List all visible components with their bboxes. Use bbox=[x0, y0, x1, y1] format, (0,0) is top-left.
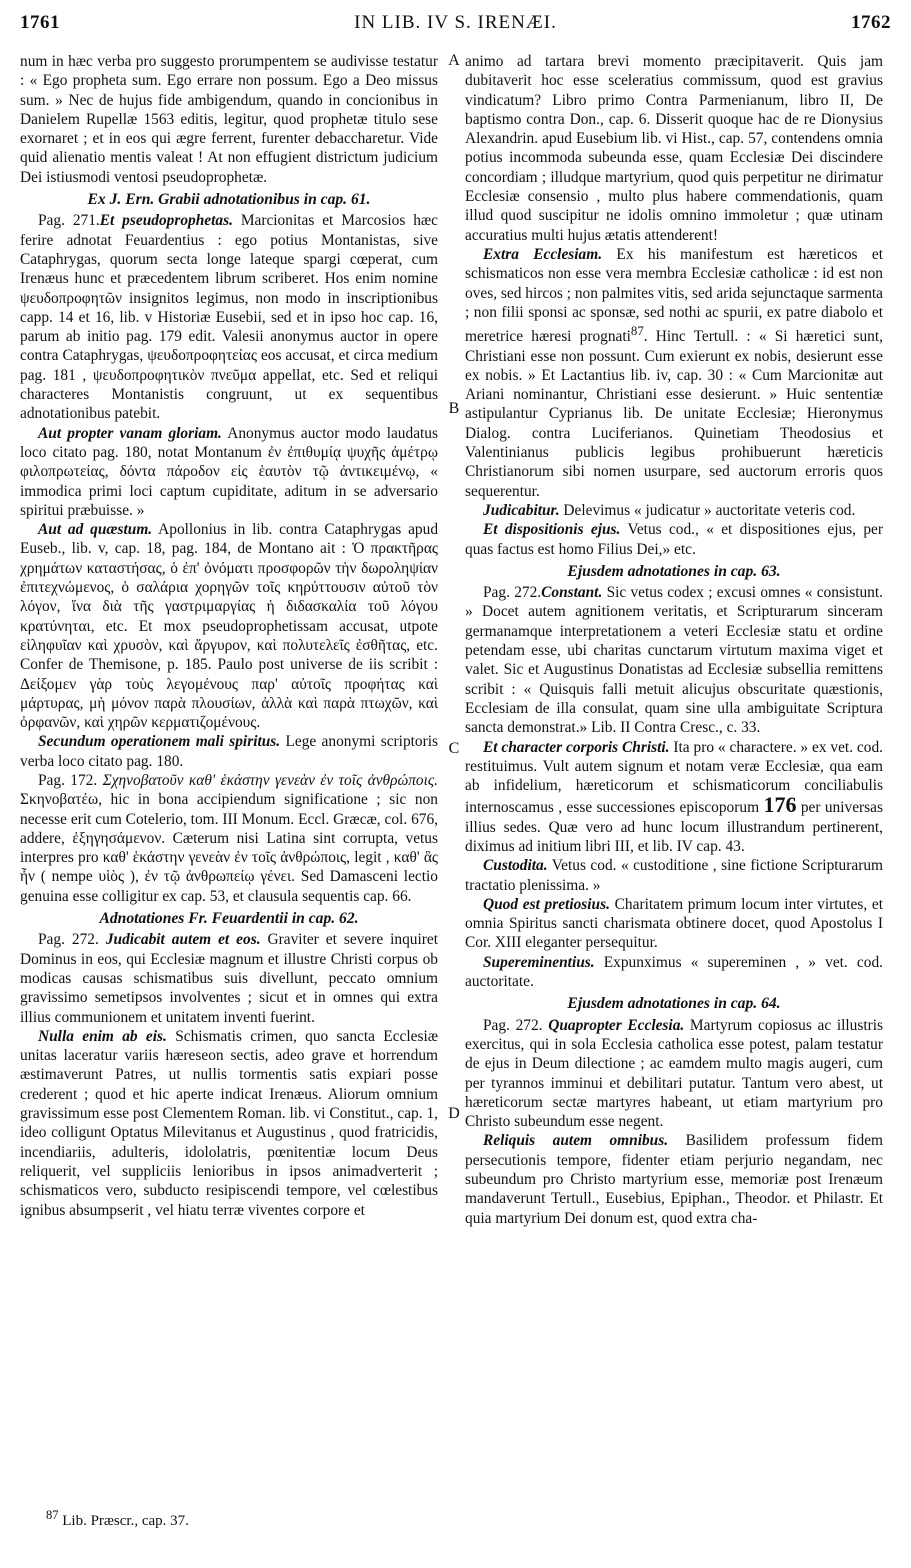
footnote-text: Lib. Præscr., cap. 37. bbox=[62, 1513, 189, 1529]
paragraph: Extra Ecclesiam. Ex his manifestum est hæreticos et schismaticos non esse vera membra Ecclesiæ catholicæ : id est non oves, sed hircos ; non palmites vitis, sed arida sejunctaque sarmenta ; non filii sponsi ac sponsæ, sed nothi ac spurii, ex patre diabolo et meretrice hæresi prognati$^{87}$. Hinc Tertull. : « Si hæretici sunt, Christiani esse non possunt. Cum exierunt ex nobis, desierunt esse ex nobis. » Et Lactantius lib. iv, cap. 30 : « Cum Marcionitæ aut Ariani nominantur, Christiani esse desierunt. » Huic sententiæ astipulantur Cyprianus lib. De unitate Ecclesiæ; Hieronymus Dialog. contra Luciferianos. Quinetiam Theodosius et Valentinianus publicis legibus prohibuerunt hæreticis Christianorum sibi nomen usurpare, sed auctorum erroris quos sequerentur. bbox=[465, 245, 884, 500]
section-heading: Ex J. Ern. Grabii adnotationibus in cap. 61. bbox=[87, 191, 371, 209]
paragraph: animo ad tartara brevi momento præcipitaverit. Quis jam dubitaverit hoc esse sceleratius commissum, quod est gravius vindicatum? Libro primo Contra Parmenianum, libro II, De baptismo contra Don., cap. 6. Disserit quoque hac de re Dionysius Alexandrin. apud Eusebium lib. vi Hist., cap. 57, contendens omnia potius incommoda subeunda esse, quam Ecclesiæ Dei discindere concordiam ; illudque martyrium, quod quis perpetitur ne dirimatur Ecclesiæ consensio , multo plus habere commendationis, quam illud quod suscipitur ne idolis omnino immoletur ; quæ utinam accuratius multi hujus ætatis attenderent! bbox=[465, 53, 883, 244]
paragraph: Secundum operationem mali spiritus. Lege anonymi scriptoris verba loco citato pag. 180. bbox=[20, 733, 439, 770]
margin-letter-c: C bbox=[448, 740, 460, 757]
running-header bbox=[20, 12, 891, 38]
paragraph: Reliquis autem omnibus. Basilidem professum fidem persecutionis tempore, fidenter etiam perjurio negandam, nec subeundum pro Christo martyrium esse, memoriæ post Irenæum mandaverunt Tertull., Eusebius, Epiphan., Theodor. et Philastr. Et quia martyrium Dei donum est, quod extra cha- bbox=[465, 1132, 884, 1227]
paragraph: Supereminentius. Expunximus « supereminen , » vet. cod. auctoritate. bbox=[465, 953, 883, 991]
paragraph: Et dispositionis ejus. Vetus cod., « et dispositiones ejus, per quas factus est homo Filius Dei,» etc. bbox=[465, 521, 883, 558]
section-heading: Ejusdem adnotationes in cap. 64. bbox=[567, 995, 781, 1013]
paragraph: Custodita. Vetus cod. « custoditione , sine fictione Scripturarum tractatio plenissima. » bbox=[465, 857, 883, 894]
footnote-ref: 87 bbox=[630, 324, 644, 339]
paragraph: Aut propter vanam gloriam. Anonymus auctor modo laudatus loco citato pag. 180, notat Montanum ἐν ἐπιθυμίᾳ ψυχῆς ἀμέτρῳ φιλοπρωτείας, δόντα πάροδον εἰς ἑαυτὸν τῷ ἀντικειμένῳ, « immodica primi loci captum cupiditate, aditum in se adversario spiritui præbuisse. » bbox=[20, 424, 438, 519]
paragraph: Pag. 272. Quapropter Ecclesia. Martyrum copiosus ac illustris exercitus, qui in sola Ecclesia catholica esse potest, palam testatur de ejus in Deum dilectione ; ac eamdem multo magis augeri, cum per tyrannos imminui et debilitari putatur. Tantum vero abest, ut hæreticorum sectæ martyres habeant, ut etiam martyrium pro Christo subeundum esse negent. bbox=[465, 1016, 884, 1131]
paragraph: Pag. 172. Σχηνοβατοῦν καθ' ἑκάστην γενεὰν ἐν τοῖς ἀνθρώποις. Σκηνοβατέω, hic in bona accipiendum significatione ; sic non necesse erit cum Cotelerio, tom. III Monum. Eccl. Græcæ, col. 676, addere, ἐξηγησάμενον. Cæterum nisi Latina sint corrupta, vetus interpres pro καθ' ἑκάστην γενεὰν ἐν τοῖς ἀνθρώποις, legit , καθ' ἃς ἦν ( nempe υἱὸς ), ἐν τῷ ἀνθρωπείῳ γένει. Sed Damasceni lectio genuina esse colligitur ex cap. 53, et clausula sequentis cap. 66. bbox=[20, 771, 438, 905]
margin-letter-d: D bbox=[448, 1105, 460, 1122]
footnote bbox=[46, 1508, 189, 1530]
section-heading: Ejusdem adnotationes in cap. 63. bbox=[567, 562, 781, 580]
paragraph: num in hæc verba pro suggesto prorumpentem se audivisse testatur : « Ego propheta sum. Ego errare non possum. Ego a Deo missus sum. » Nec de hujus fide ambigendum, quando in concionibus in Danielem Rupellæ 1563 editis, legitur, quod prophetæ titulo sese exornaret ; et in eos qui ægre ferrent, furenter debaccharetur. Vide quid alienatio mentis valeat ! At non effugient districtum judicium Dei istiusmodi ventosi pseudoprophetæ. bbox=[20, 53, 438, 186]
left-column bbox=[20, 52, 438, 1220]
paragraph: Nulla enim ab eis. Schismatis crimen, quo sancta Ecclesiæ unitas laceratur variis hæreseon sectis, adeo grave et horrendum æstimaverunt Patres, ut nullis tormentis satis expiari posse crederent ; quod et hic aperte indicat Irenæus. Aliorum omnium gravissimum esse post Clementem Roman. lib. vi Constitut., cap. 1, ideo colligunt Optatus Milevitanus et Augustinus , quod fratricidis, incendiariis, adulteris, idololatris, pœnitentiæ locum Deus reliquerit, vel suppliciis lenioribus in ipsos animadverterit ; schismaticos vero, subducto resipiscendi tempore, vel cœlestibus ignibus absumpserit , vel hiatu terræ viventes corpore et bbox=[20, 1027, 439, 1219]
paragraph: Aut ad quæstum. Apollonius in lib. contra Cataphrygas apud Euseb., lib. v, cap. 18, pag. 184, de Montano ait : Ὁ πρακτῆρας χρημάτων καταστήσας, ὁ ἐπ' ὀνόματι προσφορῶν τὴν δωροληψίαν ἐπιτεχνώμενος, ὁ σαλάρια χορηγῶν τοῖς κηρύττουσιν αὐτοῦ τὸν λόγον, ἵνα διὰ τῆς γαστριμαργίας ἡ διδασκαλία τοῦ λόγου κρατύνηται, etc. Et mox pseudoprophetissam accusat, utpote εἰληφυῖαν καὶ χρυσὸν, καὶ ἄργυρον, καὶ πολυτελεῖς ἐσθῆτας, etc. Confer de Themisone, p. 185. Paulo post universe de iis scribit : Δείξομεν γὰρ τοὺς λεγομένους παρ' αὐτοῖς προφήτας καὶ μάρτυρας, μὴ μόνον παρὰ πλουσίων, ἀλλὰ καὶ παρὰ πτωχῶν, καὶ ὀρφανῶν, καὶ χηρῶν κερματιζομένους. bbox=[20, 521, 439, 732]
section-heading: Adnotationes Fr. Feuardentii in cap. 62. bbox=[99, 910, 359, 928]
margin-letter-a: A bbox=[448, 52, 460, 69]
paragraph: Pag. 271.Et pseudoprophetas. Marcionitas et Marcosios hæc ferire adnotat Feuardentius : ego potius Montanistas, sive Cataphrygas, quorum secta longe lateque spargi cœperat, cum Irenæus hunc et præcedentem librum scriberet. Hos enim nomine ψευδοπροφητῶν insignitos legimus, non modo in inscriptionibus capp. 14 et 16, lib. v Historiæ Eusebii, sed et in ipso hoc cap. 16, parum ab initio pag. 179 edit. Valesii anonymus auctor in opere contra Cataphrygas, ψευδοπροφητείας eos accusat, et circa medium pag. 181 , ψευδοπροφητικὸν πνεῦμα appellat, etc. Sed et reliqui characteres Montanistis congruunt, ut ex sequentibus adnotationibus patebit. bbox=[20, 212, 438, 423]
margin-letter-b: B bbox=[448, 400, 460, 417]
paragraph: Pag. 272.Constant. Sic vetus codex ; excusi omnes « consistunt. » Docet autem agnitionem veritatis, et Scripturarum sinceram germanamque interpretationem a veteri Ecclesiæ statu et ordine petendam esse, ubi charitas cunctarum virtutum maxima viget et valet. Sic et Augustinus Donatistas ad Ecclesiæ subsellia remittens scribit : « Quisquis falli metuit alicujus obscuritate quæstionis, Ecclesiam de illa consulat, quam sine ulla ambiguitate Scriptura sancta demonstrat.» Lib. II Contra Cresc., c. 33. bbox=[465, 584, 883, 737]
running-title: IN LIB. IV S. IRENÆI. bbox=[354, 12, 557, 33]
footnote-mark: 87 bbox=[46, 1508, 59, 1522]
right-column bbox=[465, 52, 883, 1228]
page-number-left: 1761 bbox=[20, 12, 60, 33]
page-number-right: 1762 bbox=[851, 12, 891, 33]
paragraph: Quod est pretiosius. Charitatem primum locum inter virtutes, et omnia Spiritus sancti charismata obtinere docet, quod Apostolus I Cor. XIII eleganter persequitur. bbox=[465, 895, 883, 952]
paragraph: Pag. 272. Judicabit autem et eos. Graviter et severe inquiret Dominus in eos, qui Ecclesiæ magnum et illustre Christi corpus ob modicas causas schismatibus suis divellunt, peccato omnium gravissimo semetipsos involventes ; sicut et in omnes qui extra illius communionem et unitatem inventi fuerint. bbox=[20, 931, 438, 1026]
paragraph: Judicabitur. Delevimus « judicatur » auctoritate veteris cod. bbox=[483, 501, 856, 519]
paragraph: Et character corporis Christi. Ita pro « charactere. » ex vet. cod. restituimus. Vult autem signum et notam veræ Ecclesiæ, qua eam ab infidelium, hæreticorum et schismaticorum conciliabulis internoscamus , esse successiones episcoporum 176 per universas illius sedes. Quæ vero ad hunc locum illustrandum pertinerent, diximus ad initium libri III, et lib. IV cap. 43. bbox=[465, 738, 883, 855]
edition-page-number: 176 bbox=[763, 792, 797, 818]
